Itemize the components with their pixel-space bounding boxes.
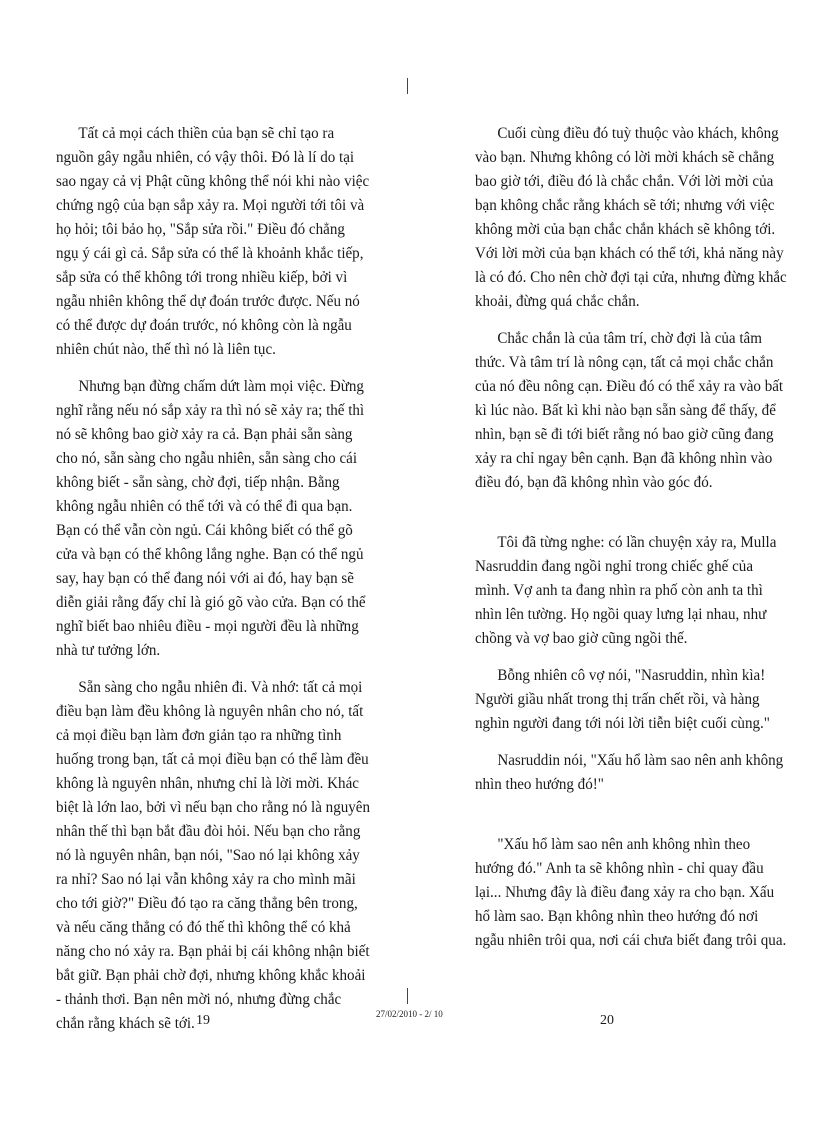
right-page-column bbox=[475, 121, 789, 965]
paragraph: Chắc chắn là của tâm trí, chờ đợi là của tâm thức. Và tâm trí là nông cạn, tất cả mọi chắc chắn của nó đều nông cạn. Điều đó có thể xảy ra vào bất kì lúc nào. Bất kì khi nào bạn sẵn sàng để thấy, để nhìn, bạn sẽ đi tới biết rằng nó bao giờ cũng đang xảy ra chỉ ngay bên cạnh. Bạn đã không nhìn vào điều đó, bạn đã không nhìn vào góc đó. bbox=[475, 329, 784, 491]
page-number-left: 19 bbox=[196, 1013, 210, 1028]
left-page-column bbox=[56, 121, 370, 1048]
print-date: 27/02/2010 - 2/ 10 bbox=[376, 1009, 443, 1019]
paragraph: "Xấu hổ làm sao nên anh không nhìn theo hướng đó." Anh ta sẽ không nhìn - chỉ quay đầu lại... Nhưng đây là điều đang xảy ra cho bạn. Xấu hổ làm sao. Bạn không nhìn theo hướng đó nơi ngẫu nhiên trôi qua, nơi cái chưa biết đang trôi qua. bbox=[475, 835, 787, 949]
paragraph: Tất cả mọi cách thiền của bạn sẽ chỉ tạo ra nguồn gây ngẫu nhiên, có vậy thôi. Đó là lí do tại sao ngay cả vị Phật cũng không thể nói khi nào việc chứng ngộ của bạn sắp xảy ra. Mọi người tới tôi và họ hỏi; tôi bảo họ, "Sắp sửa rồi." Điều đó chẳng ngụ ý cái gì cả. Sắp sửa có thể là khoảnh khắc tiếp, sắp sửa có thể không tới trong nhiều kiếp, bởi vì ngẫu nhiên không thể dự đoán trước được. Nếu nó có thể được dự đoán trước, nó không còn là ngẫu nhiên chút nào, thế thì nó là liên tục. bbox=[56, 124, 370, 358]
center-fold-mark-top bbox=[407, 78, 408, 94]
paragraph: Bỗng nhiên cô vợ nói, "Nasruddin, nhìn kìa! Người giầu nhất trong thị trấn chết rồi, và hàng nghìn người đang tới nói lời tiễn biệt cuối cùng." bbox=[475, 666, 770, 732]
paragraph: Cuối cùng điều đó tuỳ thuộc vào khách, không vào bạn. Nhưng không có lời mời khách sẽ chẳng bao giờ tới, điều đó là chắc chắn. Với lời mời của bạn không chắc rằng khách sẽ tới; nhưng với việc không mời của bạn chắc chắn khách sẽ không tới. Với lời mời của bạn khách có thể tới, khả năng này là có đó. Cho nên chờ đợi tại cửa, nhưng đừng khắc khoải, đừng quá chắc chắn. bbox=[475, 124, 787, 310]
center-fold-mark-bottom bbox=[407, 988, 408, 1004]
page-number-right: 20 bbox=[600, 1013, 614, 1028]
paragraph: Tôi đã từng nghe: có lần chuyện xảy ra, Mulla Nasruddin đang ngồi nghỉ trong chiếc ghế của mình. Vợ anh ta đang nhìn ra phố còn anh ta thì nhìn lên tường. Họ ngồi quay lưng lại nhau, như chồng và vợ bao giờ cũng ngồi thế. bbox=[475, 533, 777, 647]
paragraph: Nasruddin nói, "Xấu hổ làm sao nên anh không nhìn theo hướng đó!" bbox=[475, 751, 784, 793]
paragraph: Sẵn sàng cho ngẫu nhiên đi. Và nhớ: tất cả mọi điều bạn làm đều không là nguyên nhân cho nó, tất cả mọi điều bạn làm đơn giản tạo ra những tình huống trong bạn, tất cả mọi điều bạn có thể làm đều không là nguyên nhân, nhưng chỉ là lời mời. Khác biệt là lớn lao, bởi vì nếu bạn cho rằng nó là nguyên nhân thế thì bạn bắt đầu đòi hỏi. Nếu bạn cho rằng nó là nguyên nhân, bạn nói, "Sao nó lại không xảy ra nhỉ? Sao nó lại vẫn không xảy ra cho mình mãi cho tới giờ?" Điều đó tạo ra căng thẳng bên trong, và nếu căng thẳng có đó thế thì không thể có khả năng cho nó xảy ra. Bạn phải bị cái không nhận biết bắt giữ. Bạn phải chờ đợi, nhưng không khắc khoải - thảnh thơi. Bạn nên mời nó, nhưng đừng chắc chắn rằng khách sẽ tới. bbox=[56, 678, 371, 1032]
paragraph: Nhưng bạn đừng chấm dứt làm mọi việc. Đừng nghĩ rằng nếu nó sắp xảy ra thì nó sẽ xảy ra; thế thì nó sẽ không bao giờ xảy ra cả. Bạn phải sẵn sàng cho nó, sẵn sàng cho ngẫu nhiên, sẵn sàng cho cái không biết - sẵn sàng, chờ đợi, tiếp nhận. Bằng không ngẫu nhiên có thể tới và có thể đi qua bạn. Bạn có thể vẫn còn ngủ. Cái không biết có thể gõ cửa và bạn có thể không lắng nghe. Bạn có thể ngủ say, hay bạn có thể đang nói với ai đó, hay bạn sẽ diễn giải rằng đấy chỉ là gió gõ vào cửa. Bạn có thể nghĩ biết bao nhiêu điều - mọi người đều là những nhà tư tưởng lớn. bbox=[56, 377, 366, 659]
